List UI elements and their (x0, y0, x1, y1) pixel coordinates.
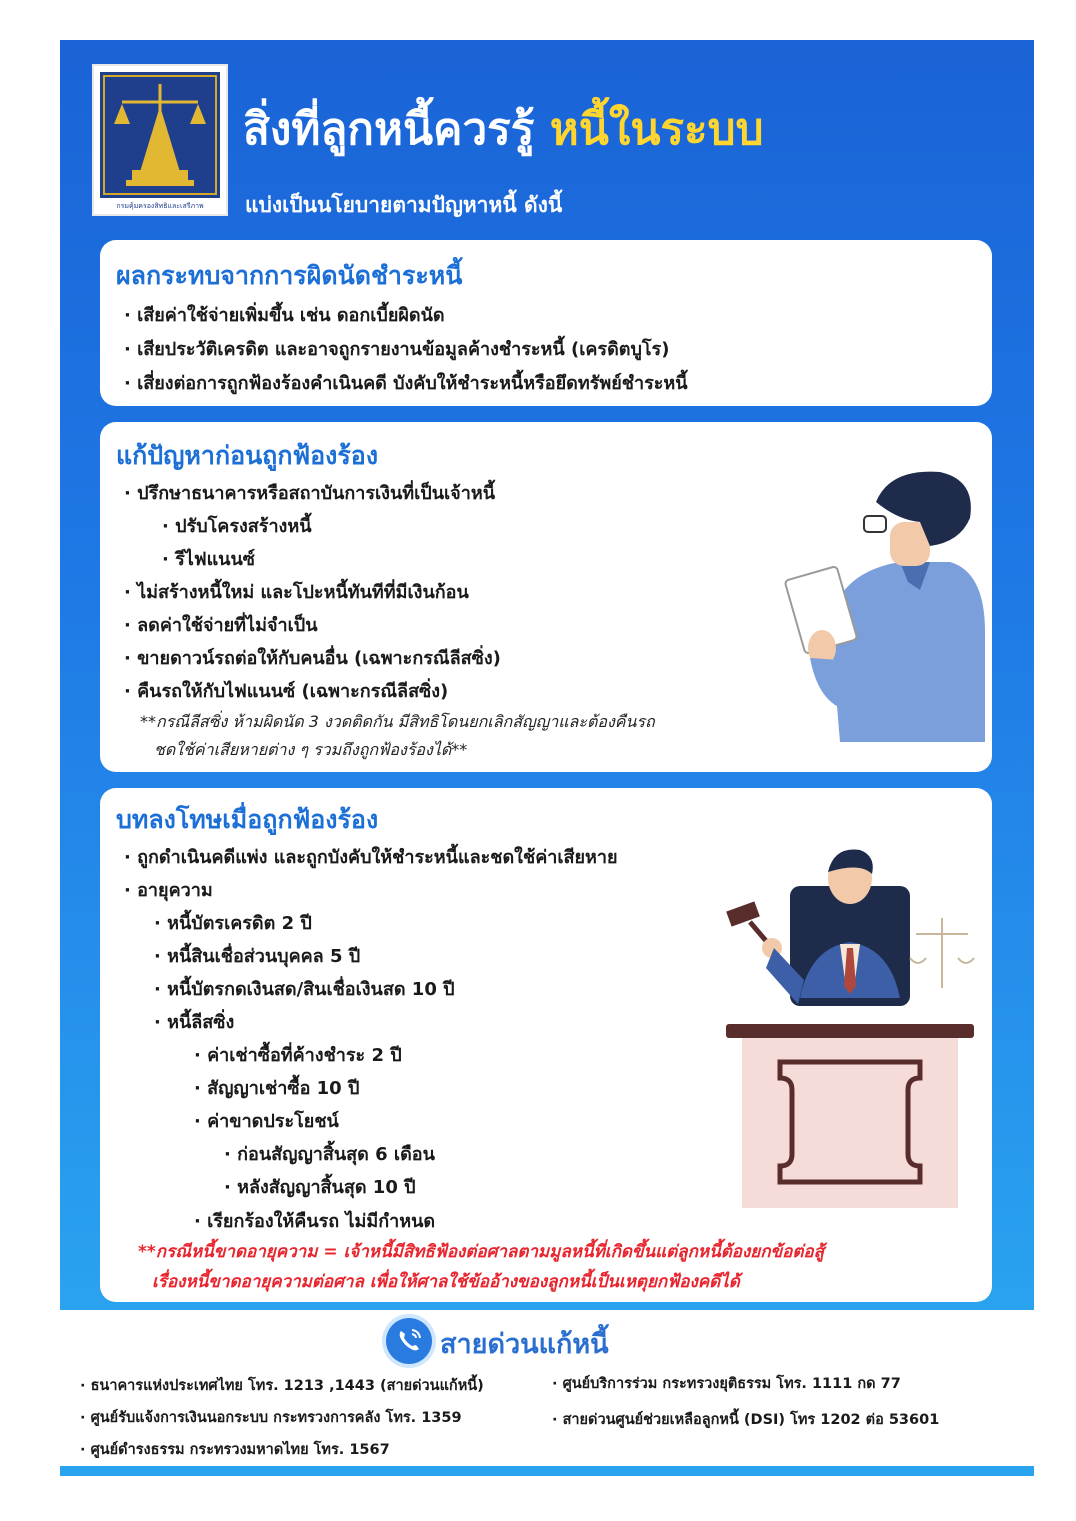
hotline-item: · ศูนย์รับแจ้งการเงินนอกระบบ กระทรวงการคลัง โทร. 1359 (80, 1406, 462, 1429)
list-item: · สัญญาเช่าซื้อ 10 ปี (194, 1073, 359, 1102)
solutions-heading: แก้ปัญหาก่อนถูกฟ้องร้อง (116, 441, 379, 470)
impact-heading: ผลกระทบจากการผิดนัดชำระหนี้ (116, 261, 463, 290)
list-item: · เสียค่าใช้จ่ายเพิ่มขึ้น เช่น ดอกเบี้ยผิดนัด (124, 300, 445, 329)
leasing-note-cont: ชดใช้ค่าเสียหายต่าง ๆ รวมถึงถูกฟ้องร้องได้** (154, 740, 468, 759)
department-logo (92, 64, 228, 216)
list-item: · หนี้บัตรกดเงินสด/สินเชื่อเงินสด 10 ปี (154, 974, 455, 1003)
list-item: · ปรึกษาธนาคารหรือสถาบันการเงินที่เป็นเจ้าหนี้ (124, 478, 495, 507)
hotline-item: · ศูนย์ดำรงธรรม กระทรวงมหาดไทย โทร. 1567 (80, 1438, 390, 1461)
page-title (243, 104, 764, 155)
list-item: · เรียกร้องให้คืนรถ ไม่มีกำหนด (194, 1206, 435, 1235)
impact-card (100, 240, 992, 406)
list-item: · ค่าเช่าซื้อที่ค้างชำระ 2 ปี (194, 1040, 402, 1069)
list-item: · หนี้บัตรเครดิต 2 ปี (154, 908, 312, 937)
hotline-item: · สายด่วนศูนย์ช่วยเหลือลูกหนี้ (DSI) โทร 1202 ต่อ 53601 (552, 1408, 939, 1431)
title-main: สิ่งที่ลูกหนี้ควรรู้ (243, 104, 535, 155)
list-item: · ถูกดำเนินคดีแพ่ง และถูกบังคับให้ชำระหนี้และชดใช้ค่าเสียหาย (124, 842, 618, 871)
list-item: · เสี่ยงต่อการถูกฟ้องร้องคำเนินคดี บังคับให้ชำระหนี้หรือยึดทรัพย์ชำระหนี้ (124, 368, 688, 397)
list-item: · หลังสัญญาสิ้นสุด 10 ปี (224, 1172, 416, 1201)
penalty-card (100, 788, 992, 1302)
man-reading-icon (780, 462, 990, 742)
prescription-note: **กรณีหนี้ขาดอายุความ = เจ้าหนี้มีสิทธิฟ้องต่อศาลตามมูลหนี้ที่เกิดขึ้นแต่ลูกหนี้ต้องยกข้อต่อสู้ (138, 1242, 824, 1262)
scales-emblem-icon (100, 72, 220, 198)
judge-icon (720, 848, 980, 1208)
list-item: · หนี้สินเชื่อส่วนบุคคล 5 ปี (154, 941, 360, 970)
list-item: · หนี้ลีสซิ่ง (154, 1007, 234, 1036)
prescription-note-cont: เรื่องหนี้ขาดอายุความต่อศาล เพื่อให้ศาลใช้ข้ออ้างของลูกหนี้เป็นเหตุยกฟ้องคดีได้ (152, 1272, 740, 1292)
list-item: · ลดค่าใช้จ่ายที่ไม่จำเป็น (124, 610, 318, 639)
leasing-note: **กรณีลีสซิ่ง ห้ามผิดนัด 3 งวดติดกัน มีสิทธิโดนยกเลิกสัญญาและต้องคืนรถ (140, 712, 655, 731)
list-item: · รีไฟแนนซ์ (162, 544, 255, 573)
logo-caption: กรมคุ้มครองสิทธิและเสรีภาพ (116, 202, 204, 210)
bottom-divider (60, 1466, 1034, 1476)
hotline-title: สายด่วนแก้หนี้ (440, 1329, 609, 1360)
list-item: · คืนรถให้กับไฟแนนซ์ (เฉพาะกรณีลีสซิ่ง) (124, 676, 448, 705)
list-item: · อายุความ (124, 875, 213, 904)
solutions-card (100, 422, 992, 772)
phone-icon (386, 1318, 432, 1364)
title-highlight: หนี้ในระบบ (549, 104, 764, 155)
list-item: · ขายดาวน์รถต่อให้กับคนอื่น (เฉพาะกรณีลีสซิ่ง) (124, 643, 501, 672)
penalty-heading: บทลงโทษเมื่อถูกฟ้องร้อง (116, 805, 379, 834)
list-item: · ไม่สร้างหนี้ใหม่ และโปะหนี้ทันทีที่มีเงินก้อน (124, 577, 469, 606)
list-item: · ปรับโครงสร้างหนี้ (162, 511, 312, 540)
page-subtitle: แบ่งเป็นนโยบายตามปัญหาหนี้ ดังนี้ (245, 193, 563, 217)
hotline-item: · ศูนย์บริการร่วม กระทรวงยุติธรรม โทร. 1111 กด 77 (552, 1372, 901, 1395)
list-item: · ค่าขาดประโยชน์ (194, 1106, 339, 1135)
list-item: · เสียประวัติเครดิต และอาจถูกรายงานข้อมูลค้างชำระหนี้ (เครดิตบูโร) (124, 334, 669, 363)
list-item: · ก่อนสัญญาสิ้นสุด 6 เดือน (224, 1139, 435, 1168)
hotline-item: · ธนาคารแห่งประเทศไทย โทร. 1213 ,1443 (สายด่วนแก้หนี้) (80, 1374, 484, 1397)
